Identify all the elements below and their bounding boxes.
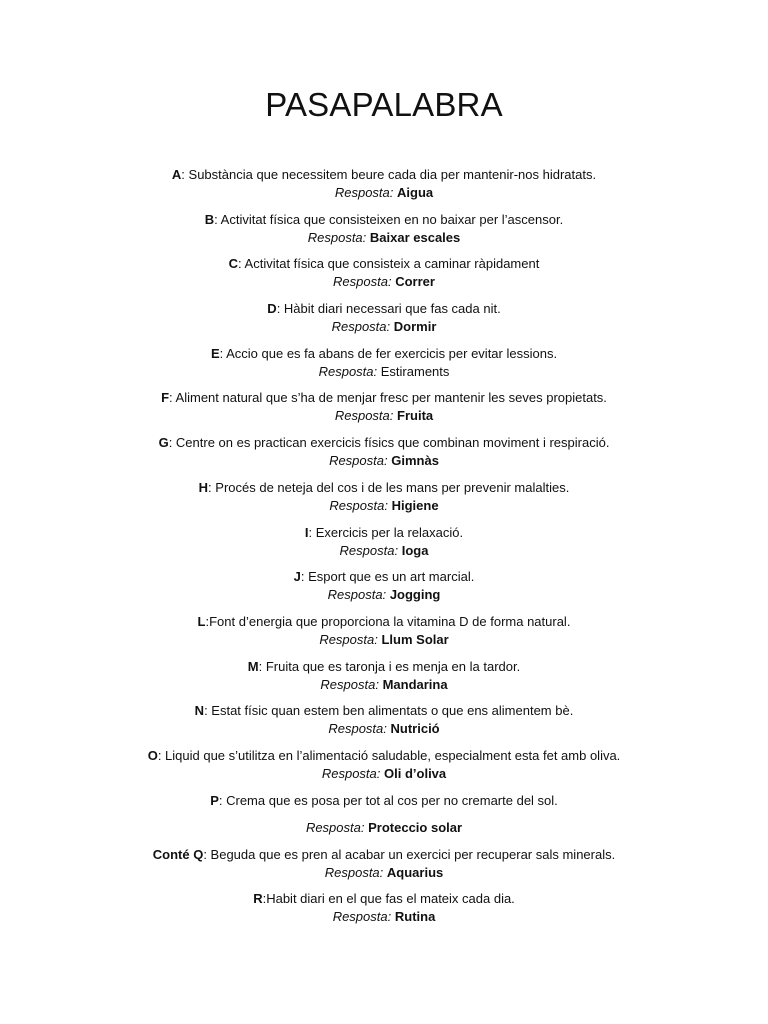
list-item	[0, 702, 768, 747]
answer-text: Ioga	[401, 542, 429, 558]
question-text: : Exercicis per la relaxació.	[308, 524, 464, 540]
answer-text: Estiraments	[380, 363, 450, 379]
question-text: : Estat físic quan estem ben alimentats o que ens alimentem bè.	[204, 703, 574, 719]
question-text: : Activitat física que consisteix a caminar ràpidament	[238, 256, 540, 272]
item-letter: F	[161, 390, 170, 406]
question	[0, 479, 768, 497]
answer	[0, 363, 768, 381]
answer-text: Oli d’oliva	[384, 765, 447, 781]
answer	[0, 452, 768, 470]
item-letter: D	[267, 301, 277, 317]
answer	[0, 676, 768, 694]
item-letter: E	[210, 345, 220, 361]
question	[0, 613, 768, 631]
page-title: PASAPALABRA	[265, 86, 503, 123]
question	[0, 345, 768, 363]
item-letter: O	[147, 747, 158, 763]
question-text: : Beguda que es pren al acabar un exercici per recuperar sals minerals.	[203, 846, 616, 862]
answer-text: Fruita	[397, 408, 434, 424]
list-item	[0, 479, 768, 524]
list-item	[0, 613, 768, 658]
list-item	[0, 568, 768, 613]
answer-text: Gimnàs	[391, 453, 439, 469]
item-letter: C	[228, 256, 239, 272]
question	[0, 524, 768, 542]
question-text: : Fruita que es taronja i es menja en la tardor.	[258, 658, 521, 674]
question	[0, 434, 768, 452]
answer-text: Jogging	[389, 587, 441, 603]
item-letter: G	[158, 435, 169, 451]
list-item	[0, 846, 768, 891]
spacer	[0, 810, 768, 819]
item-letter: L	[197, 613, 206, 629]
answer	[0, 631, 768, 649]
question-text: :Font d’energia que proporciona la vitamina D de forma natural.	[205, 613, 571, 629]
question	[0, 166, 768, 184]
answer-text: Baixar escales	[369, 229, 461, 245]
question	[0, 211, 768, 229]
question	[0, 300, 768, 318]
list-item	[0, 524, 768, 569]
question	[0, 702, 768, 720]
answer	[0, 908, 768, 926]
answer-label: Resposta:	[334, 408, 394, 424]
answer-text: Nutrició	[390, 721, 440, 737]
answer-text: Higiene	[391, 497, 439, 513]
answer-text: Aquarius	[386, 864, 444, 880]
answer-text: Llum Solar	[381, 631, 449, 647]
item-letter: A	[171, 167, 182, 182]
question-text: : Centre on es practican exercicis físics que combinan moviment i respiració.	[168, 435, 610, 451]
answer-label: Resposta:	[305, 819, 365, 835]
answer	[0, 586, 768, 604]
answer-label: Resposta:	[327, 587, 387, 603]
answer-label: Resposta:	[321, 765, 381, 781]
answer	[0, 720, 768, 738]
list-item	[0, 389, 768, 434]
item-letter: J	[293, 569, 301, 585]
list-item	[0, 890, 768, 935]
answer-text: Correr	[395, 274, 435, 290]
question-text: : Substància que necessitem beure cada dia per mantenir-nos hidratats.	[181, 167, 597, 182]
item-letter: I	[304, 524, 309, 540]
item-letter: N	[194, 703, 205, 719]
answer-text: Dormir	[393, 319, 437, 335]
item-letter: R	[253, 891, 263, 907]
answer-text: Proteccio solar	[368, 819, 463, 835]
item-letter: P	[210, 792, 219, 808]
list-item	[0, 255, 768, 300]
answer-label: Resposta:	[329, 453, 388, 469]
answer-label: Resposta:	[328, 721, 387, 737]
question-text: : Hàbit diari necessari que fas cada nit.	[276, 301, 501, 317]
answer-text: Aigua	[397, 185, 434, 200]
question	[0, 658, 768, 676]
question-text: : Procés de neteja del cos i de les mans per prevenir malalties.	[208, 479, 570, 495]
question-text: : Crema que es posa per tot al cos per no cremarte del sol.	[218, 792, 558, 808]
list-item	[0, 434, 768, 479]
answer-label: Resposta:	[334, 185, 394, 200]
answer	[0, 765, 768, 783]
list-item	[0, 300, 768, 345]
answer-label: Resposta:	[331, 319, 391, 335]
answer-label: Resposta:	[339, 542, 399, 558]
question-text: :Habit diari en el que fas el mateix cada dia.	[262, 891, 515, 907]
item-letter: M	[247, 658, 259, 674]
question-text: : Aliment natural que s’ha de menjar fresc per mantenir les seves propietats.	[169, 390, 607, 406]
answer	[0, 497, 768, 515]
item-letter: Conté Q	[152, 846, 204, 862]
question-text: : Esport que es un art marcial.	[300, 569, 475, 585]
answer-label: Resposta:	[307, 229, 367, 245]
answer-label: Resposta:	[332, 909, 392, 925]
answer-label: Resposta:	[319, 631, 378, 647]
question	[0, 747, 768, 765]
answer	[0, 407, 768, 425]
question	[0, 389, 768, 407]
answer	[0, 184, 768, 202]
question-text: : Accio que es fa abans de fer exercicis per evitar lessions.	[219, 345, 558, 361]
list-item	[0, 211, 768, 256]
question-list	[0, 166, 768, 935]
answer-label: Resposta:	[320, 676, 379, 692]
answer-text: Rutina	[394, 909, 436, 925]
answer-text: Mandarina	[382, 676, 448, 692]
question-text: : Liquid que s’utilitza en l’alimentació saludable, especialment esta fet amb oliva.	[157, 747, 621, 763]
question	[0, 890, 768, 908]
answer-label: Resposta:	[318, 363, 378, 379]
list-item	[0, 658, 768, 703]
item-letter: B	[204, 211, 215, 227]
answer	[0, 819, 768, 837]
answer-label: Resposta:	[324, 864, 384, 880]
question	[0, 792, 768, 810]
list-item	[0, 345, 768, 390]
list-item	[0, 792, 768, 846]
question-text: : Activitat física que consisteixen en no baixar per l’ascensor.	[214, 211, 564, 227]
answer-label: Resposta:	[329, 497, 388, 513]
answer	[0, 542, 768, 560]
list-item	[0, 166, 768, 211]
answer	[0, 229, 768, 247]
answer	[0, 318, 768, 336]
answer-label: Resposta:	[333, 274, 392, 290]
item-letter: H	[198, 479, 209, 495]
question	[0, 846, 768, 864]
question	[0, 568, 768, 586]
answer	[0, 864, 768, 882]
answer	[0, 273, 768, 291]
question	[0, 255, 768, 273]
list-item	[0, 747, 768, 792]
